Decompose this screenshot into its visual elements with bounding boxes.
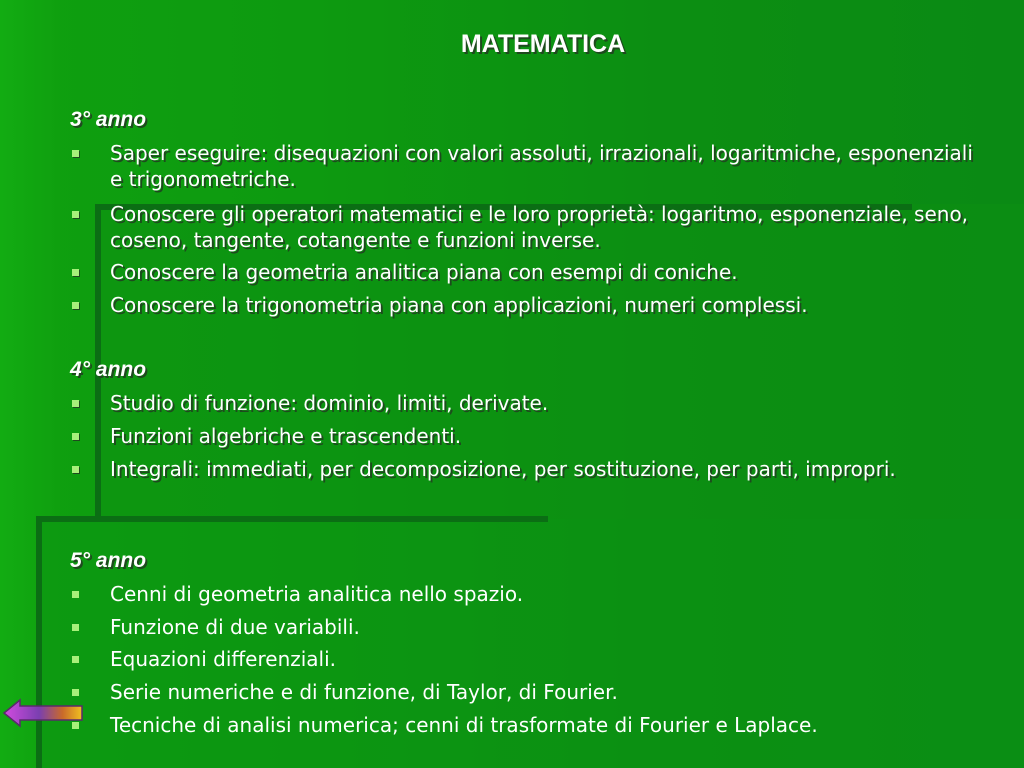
list-item: Integrali: immediati, per decomposizione, per sostituzione, per parti, impropri. xyxy=(110,456,990,482)
list-item: Saper eseguire: disequazioni con valori assoluti, irrazionali, logaritmiche, esponenziali e trigonometriche. xyxy=(110,140,990,192)
list-item: Studio di funzione: dominio, limiti, derivate. xyxy=(110,390,990,416)
back-button[interactable] xyxy=(2,697,84,729)
slide-title: MATEMATICA xyxy=(460,30,626,58)
list-item: Conoscere gli operatori matematici e le loro proprietà: logaritmo, esponenziale, seno, coseno, tangente, cotangente e funzioni inverse. xyxy=(110,201,990,253)
list-item: Equazioni differenziali. xyxy=(110,646,990,672)
section-heading-4-anno: 4° anno xyxy=(70,358,147,381)
list-item: Serie numeriche e di funzione, di Taylor, di Fourier. xyxy=(110,679,990,705)
list-item: Funzioni algebriche e trascendenti. xyxy=(110,423,990,449)
arrow-left-icon xyxy=(2,697,84,729)
list-item: Tecniche di analisi numerica; cenni di trasformate di Fourier e Laplace. xyxy=(110,712,990,738)
divider-line xyxy=(36,516,548,522)
section-heading-3-anno: 3° anno xyxy=(70,108,147,131)
list-item: Funzione di due variabili. xyxy=(110,614,990,640)
divider-line xyxy=(36,516,42,768)
list-item: Conoscere la geometria analitica piana con esempi di coniche. xyxy=(110,259,990,285)
list-item: Cenni di geometria analitica nello spazio. xyxy=(110,581,990,607)
section-heading-5-anno: 5° anno xyxy=(70,549,147,572)
list-item: Conoscere la trigonometria piana con applicazioni, numeri complessi. xyxy=(110,292,990,318)
